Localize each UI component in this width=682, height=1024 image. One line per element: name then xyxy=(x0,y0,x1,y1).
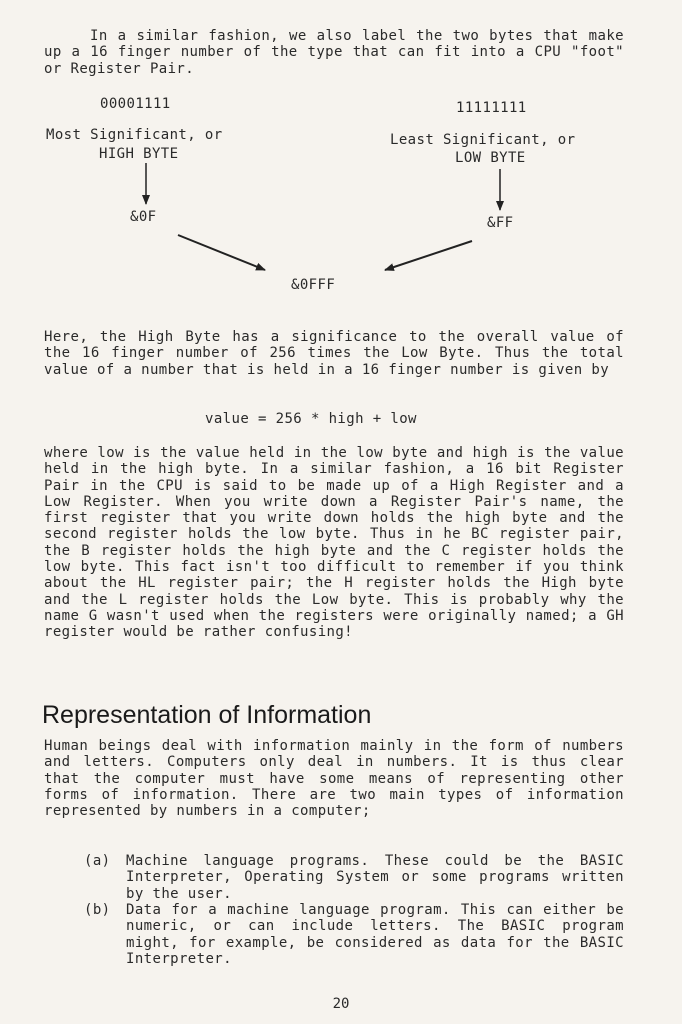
high-byte-label-line2: HIGH BYTE xyxy=(99,146,179,162)
combined-hex: &0FFF xyxy=(291,277,336,293)
low-byte-label-line1: Least Significant, or xyxy=(390,132,576,148)
list-item-text: Machine language programs. These could be the BASIC Interpreter, Operating System or some programs written by the user. xyxy=(126,853,624,902)
low-byte-bits: 11111111 xyxy=(456,100,527,116)
register-pair-paragraph: where low is the value held in the low byte and high is the value held in the high byte. In a similar fashion, a 16 bit Register Pair in the CPU is said to be made up of a High Register and a Low Register. When you write down a Register Pair's name, the first register that you write down holds the high byte and the second register holds the low byte. Thus in he BC register pair, the B register holds the high byte and the C register holds the low byte. This fact isn't too difficult to remember if you think about the HL register pair; the H register holds the High byte and the L register holds the Low byte. This is probably why the name G wasn't used when the registers were originally named; a GH register would be rather confusing! xyxy=(44,445,624,641)
representation-paragraph: Human beings deal with information mainly in the form of numbers and letters. Computers only deal in numbers. It is thus clear that the computer must have some means of representing other forms of information. There are two main types of information represented by numbers in a computer; xyxy=(44,738,624,820)
high-byte-bits: 00001111 xyxy=(100,96,171,112)
page-number: 20 xyxy=(332,996,350,1012)
list-marker: (a) xyxy=(84,853,111,869)
arrow-high-to-combined xyxy=(178,235,265,270)
high-byte-hex: &0F xyxy=(130,209,157,225)
significance-paragraph: Here, the High Byte has a significance to the overall value of the 16 finger number of 256 times the Low Byte. Thus the total value of a number that is held in a 16 finger number is given by xyxy=(44,329,624,378)
diagram-arrows xyxy=(0,0,682,300)
section-heading: Representation of Information xyxy=(42,701,372,729)
list-item xyxy=(84,902,624,967)
value-formula: value = 256 * high + low xyxy=(205,411,417,427)
low-byte-label-line2: LOW BYTE xyxy=(455,150,526,166)
list-item-text: Data for a machine language program. This can either be numeric, or can include letters. The BASIC program might, for example, be considered as data for the BASIC Interpreter. xyxy=(126,902,624,967)
arrow-low-to-combined xyxy=(385,241,472,270)
low-byte-hex: &FF xyxy=(487,215,514,231)
high-byte-label-line1: Most Significant, or xyxy=(46,127,223,143)
list-item xyxy=(84,853,624,902)
intro-paragraph: In a similar fashion, we also label the two bytes that make up a 16 finger number of the type that can fit into a CPU "foot" or Register Pair. xyxy=(44,28,624,77)
list-marker: (b) xyxy=(84,902,111,918)
